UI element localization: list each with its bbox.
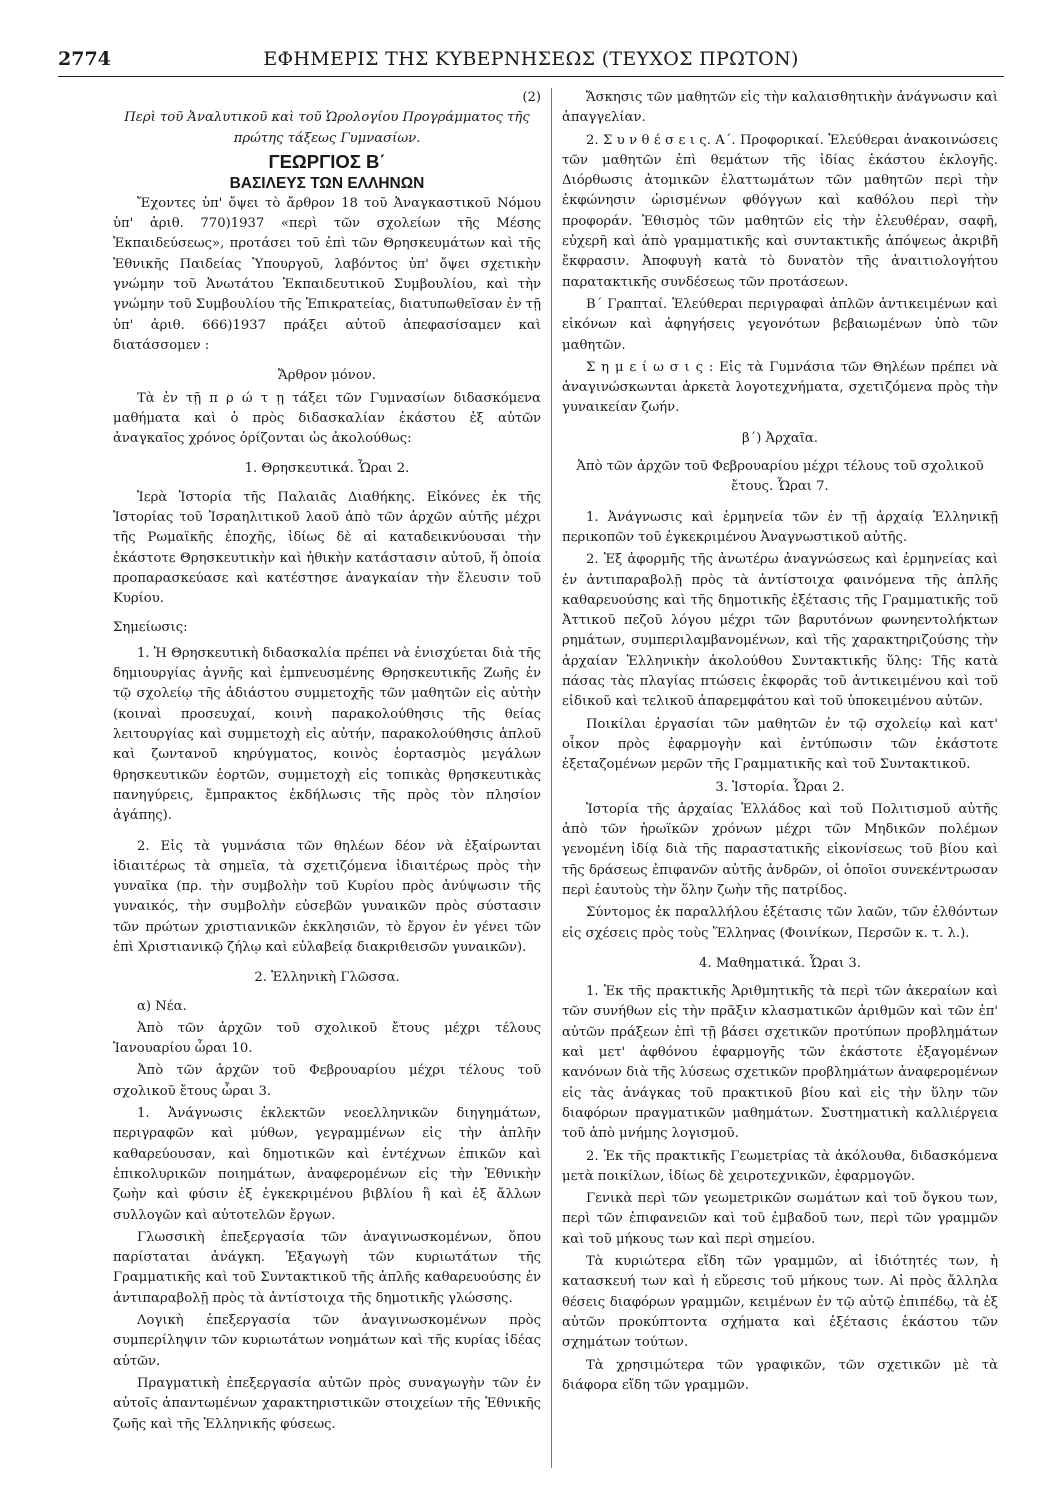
section-religion-heading: 1. Θρησκευτικά. Ὧραι 2. bbox=[244, 461, 410, 477]
modern-greek-logic-work: Λογικὴ ἐπεξεργασία τῶν ἀναγινωσκομένων πρὸς συμπερίληψιν τῶν κυριωτάτων νοημάτων καὶ τῆς κυρίας ἰδέας αὐτῶν. bbox=[113, 1313, 541, 1369]
section-math-heading: 4. Μαθηματικά. Ὧραι 3. bbox=[699, 955, 861, 971]
math-geometry-bodies: Γενικὰ περὶ τῶν γεωμετρικῶν σωμάτων καὶ τοῦ ὄγκου των, περὶ τῶν ἐπιφανειῶν καὶ τοῦ ἐμβαδοῦ των, περὶ τῶν γραμμῶν καὶ τοῦ μήκους των καὶ περὶ σημείου. bbox=[562, 1191, 998, 1247]
right-column bbox=[562, 88, 998, 1398]
compositions-oral: 2. Σ υ ν θ έ σ ε ι ς. Α΄. Προφορικαί. Ἐλεύθεραι ἀνακοινώσεις τῶν μαθητῶν ἐπὶ θεμάτων τῆς ἰδίας ἑκάστου ἐκλογῆς. Διόρθωσις ἀτομικῶν ἐλαττωμάτων τῶν μαθητῶν περὶ τὴν ἐκφώνησιν ὡρισμένων φθόγγων καὶ καθόλου περὶ τὴν προφοράν. Ἐθισμὸς τῶν μαθητῶν εἰς τὴν ἐλευθέραν, σαφῆ, εὐχερῆ καὶ ἀπὸ γραμματικῆς καὶ συντακτικῆς ἀπόψεως ἀκριβῆ ἔκφρασιν. Ἀποφυγὴ κατὰ τὸ δυνατὸν τῆς ἀναιτιολογήτου παρατακτικῆς συνδέσεως τῶν προτάσεων. bbox=[562, 132, 998, 290]
modern-greek-hours-1: Ἀπὸ τῶν ἀρχῶν τοῦ σχολικοῦ ἔτους μέχρι τέλους Ἰανουαρίου ὧραι 10. bbox=[113, 1020, 541, 1057]
king-title: ΒΑΣΙΛΕΥΣ ΤΩΝ ΕΛΛΗΝΩΝ bbox=[229, 174, 425, 192]
page-header bbox=[58, 48, 1004, 77]
preamble: Ἔχοντες ὑπ' ὄψει τὸ ἄρθρον 18 τοῦ Ἀναγκαστικοῦ Νόμου ὑπ' ἀριθ. 770)1937 «περὶ τῶν σχολείων τῆς Μέσης Ἐκπαιδεύσεως», προτάσει τοῦ ἐπὶ τῶν Θρησκευμάτων καὶ τῆς Ἐθνικῆς Παιδείας Ὑπουργοῦ, λαβόντος ὑπ' ὄψει σχετικὴν γνώμην τοῦ Ἀνωτάτου Ἐκπαιδευτικοῦ Συμβουλίου, καὶ τὴν γνώμην τοῦ Συμβουλίου τῆς Ἐπικρατείας, διατυπωθεῖσαν ἐν τῇ ὑπ' ἀριθ. 666)1937 πράξει αὐτοῦ ἀπεφασίσαμεν καὶ διατάσσομεν : bbox=[113, 195, 541, 353]
ancient-greek-exercises: Ποικίλαι ἐργασίαι τῶν μαθητῶν ἐν τῷ σχολείῳ καὶ κατ' οἶκον πρὸς ἐφαρμογὴν καὶ ἐντύπωσιν τῶν ἑκάστοτε ἐξεταζομένων μερῶν τῆς Γραμματικῆς καὶ τοῦ Συντακτικοῦ. bbox=[562, 716, 998, 773]
note-1: 1. Ἡ Θρησκευτικὴ διδασκαλία πρέπει νὰ ἐνισχύεται διὰ τῆς δημιουργίας ἁγνῆς καὶ ἐμπνευσμένης Θρησκευτικῆς Ζωῆς ἐν τῷ σχολείῳ τῆς ἀδιάστου συμμετοχῆς τῶν μαθητῶν εἰς αὐτὴν (κοιναὶ προσευχαί, κοινὴ παρακολούθησις τῆς θείας λειτουργίας καὶ συμμετοχὴ εἰς αὐτήν, παρακολούθησις ἁπλοῦ καὶ ζωντανοῦ κηρύγματος, κοινὸς ἑορτασμὸς μεγάλων θρησκευτικῶν ἑορτῶν, συμμετοχὴ εἰς τοπικὰς θρησκευτικὰς πανηγύρεις, ἔμπρακτος ἐκδήλωσις τῆς πρὸς τὸν πλησίον ἀγάπης). bbox=[113, 645, 541, 824]
decree-number: (2) bbox=[522, 90, 541, 105]
modern-greek-heading: α) Νέα. bbox=[137, 998, 187, 1014]
ancient-greek-item-2: 2. Ἐξ ἀφορμῆς τῆς ἀνωτέρω ἀναγνώσεως καὶ ἑρμηνείας καὶ ἐν ἀντιπαραβολῇ πρὸς τὰ ἀντίστοιχα φαινόμενα τῆς ἁπλῆς καθαρευούσης καὶ τῆς δημοτικῆς ἐξέτασις τῆς Γραμματικῆς τοῦ Ἀττικοῦ πεζοῦ λόγου μέχρι τῶν βαρυτόνων φωνηεντολήκτων ρημάτων, συμπεριλαμβανομένων, καὶ τῆς χαρακτηριζούσης τὴν ἀρχαίαν Ἑλληνικὴν ἀκολούθου Συντακτικῆς ὕλης: Τῆς κατὰ πάσας τὰς πλαγίας πτώσεις ἐκφορᾶς τοῦ ἀντικειμένου καὶ τοῦ εἰδικοῦ καὶ τελικοῦ ἀπαρεμφάτου καὶ τοῦ ὑποκειμένου αὐτῶν. bbox=[562, 552, 998, 710]
decree-title: Περὶ τοῦ Ἀναλυτικοῦ καὶ τοῦ Ὡρολογίου Προγράμματος τῆς πρώτης τάξεως Γυμνασίων. bbox=[124, 110, 530, 146]
page-number: 2774 bbox=[58, 48, 111, 70]
compositions-note: Σ η μ ε ί ω σ ι ς : Εἰς τὰ Γυμνάσια τῶν Θηλέων πρέπει νὰ ἀναγινώσκωνται ἀρκετὰ λογοτεχνήματα, σχετιζόμενα πρὸς τὴν γυναικείαν ζωήν. bbox=[562, 359, 998, 416]
math-geometry-lines: Τὰ κυριώτερα εἴδη τῶν γραμμῶν, αἱ ἰδιότητές των, ἡ κατασκευή των καὶ ἡ εὕρεσις τοῦ μήκους των. Αἱ πρὸς ἄλληλα θέσεις διαφόρων γραμμῶν, κειμένων ἐν τῷ αὐτῷ ἐπιπέδῳ, τὰ ἐξ αὐτῶν προκύπτοντα σχήματα καὶ ἐξέτασις ἑκάστου τῶν σχημάτων τούτων. bbox=[562, 1254, 998, 1351]
note-2: 2. Εἰς τὰ γυμνάσια τῶν θηλέων δέον νὰ ἐξαίρωνται ἰδιαιτέρως τὰ σημεῖα, τὰ σχετιζόμενα ἰδιαιτέρως πρὸς τὴν γυναῖκα (πρ. τὴν συμβολὴν τοῦ Κυρίου πρὸς ἀνύψωσιν τῆς γυναικός, τὴν συμβολὴν εὐσεβῶν γυναικῶν πρὸς σύστασιν τῶν πρώτων χριστιανικῶν ἐκκλησιῶν, τὸ ἔργον ἐν γένει τῶν ἐπὶ Χριστιανικῷ ζήλῳ καὶ εὐλαβείᾳ διακριθεισῶν γυναικῶν). bbox=[113, 838, 541, 955]
modern-greek-hours-2: Ἀπὸ τῶν ἀρχῶν τοῦ Φεβρουαρίου μέχρι τέλους τοῦ σχολικοῦ ἔτους ὧραι 3. bbox=[113, 1063, 541, 1099]
modern-greek-content-work: Πραγματικὴ ἐπεξεργασία αὐτῶν πρὸς συναγωγὴν τῶν ἐν αὐτοῖς ἀπαντωμένων χαρακτηριστικῶν στοιχείων τῆς Ἐθνικῆς ζωῆς καὶ τῆς Ἑλληνικῆς φύσεως. bbox=[113, 1375, 541, 1432]
gazette-title: ΕΦΗΜΕΡΙΣ ΤΗΣ ΚΥΒΕΡΝΗΣΕΩΣ (ΤΕΥΧΟΣ ΠΡΩΤΟΝ) bbox=[263, 48, 799, 70]
history-text-2: Σύντομος ἐκ παραλλήλου ἐξέτασις τῶν λαῶν, τῶν ἐλθόντων εἰς σχέσεις πρὸς τοὺς Ἕλληνας (Φοινίκων, Περσῶν κ. τ. λ.). bbox=[562, 905, 998, 941]
king-name: ΓΕΩΡΓΙΟΣ Β΄ bbox=[268, 150, 386, 172]
religion-text: Ἱερὰ Ἱστορία τῆς Παλαιᾶς Διαθήκης. Εἰκόνες ἐκ τῆς Ἱστορίας τοῦ Ἰσραηλιτικοῦ λαοῦ ἀπὸ τῶν ἀρχῶν αὐτῆς μέχρι τῆς Ρωμαϊκῆς ἐποχῆς, ἰδίως δὲ αἱ καταδεικνύουσαι τὴν ἑκάστοτε Θρησκευτικὴν καὶ ἠθικὴν κατάστασιν αὐτοῦ, ἥ ὁποία προπαρασκεύασε καὶ κατέστησε ἀναγκαίαν τὴν ἔλευσιν τοῦ Κυρίου. bbox=[113, 489, 541, 607]
math-arithmetic: 1. Ἐκ τῆς πρακτικῆς Ἀριθμητικῆς τὰ περὶ τῶν ἀκεραίων καὶ τῶν συνήθων εἰς τὴν πρᾶξιν κλασματικῶν ἀριθμῶν καὶ τῶν ἐπ' αὐτῶν πράξεων ἐπὶ τῇ βάσει σχετικῶν προτύπων προβλημάτων καὶ μετ' ἀφθόνου ἐφαρμογῆς τῶν ἑκάστοτε ἐξαγομένων κανόνων διὰ τῆς λύσεως σχετικῶν προβλημάτων ἀναφερομένων εἰς τὰς ἀνάγκας τοῦ πρακτικοῦ βίου καὶ εἰς τὴν ὕλην τῶν διαφόρων πραγματικῶν μαθημάτων. Συστηματικὴ καλλιέργεια τοῦ ἀπὸ μνήμης λογισμοῦ. bbox=[562, 984, 998, 1142]
compositions-written: Β΄ Γραπταί. Ἐλεύθεραι περιγραφαὶ ἁπλῶν ἀντικειμένων καὶ εἰκόνων καὶ ἀφηγήσεις γεγονότων βεβαιωμένων ὑπὸ τῶν μαθητῶν. bbox=[562, 296, 998, 353]
ancient-greek-heading: β΄) Ἀρχαῖα. bbox=[742, 430, 818, 446]
left-column bbox=[113, 88, 541, 1437]
ancient-greek-item-1: 1. Ἀνάγνωσις καὶ ἑρμηνεία τῶν ἐν τῇ ἀρχαίᾳ Ἑλληνικῇ περικοπῶν τοῦ ἐγκεκριμένου Ἀναγνωστικοῦ αὐτῆς. bbox=[562, 509, 998, 545]
section-history-heading: 3. Ἱστορία. Ὧραι 2. bbox=[715, 779, 845, 795]
ancient-greek-hours: Ἀπὸ τῶν ἀρχῶν τοῦ Φεβρουαρίου μέχρι τέλους τοῦ σχολικοῦ ἔτους. Ὧραι 7. bbox=[576, 459, 984, 495]
intro-paragraph: Τὰ ἐν τῇ π ρ ώ τ ῃ τάξει τῶν Γυμνασίων διδασκόμενα μαθήματα καὶ ὁ πρὸς διδασκαλίαν ἑκάστου ἐξ αὐτῶν ἀναγκαῖος χρόνος ὁρίζονται ὡς ἀκολούθως: bbox=[113, 390, 541, 447]
column-divider bbox=[551, 88, 552, 1468]
math-geometry-graphics: Τὰ χρησιμώτερα τῶν γραφικῶν, τῶν σχετικῶν μὲ τὰ διάφορα εἴδη τῶν γραμμῶν. bbox=[562, 1357, 998, 1393]
modern-greek-reading: 1. Ἀνάγνωσις ἐκλεκτῶν νεοελληνικῶν διηγημάτων, περιγραφῶν καὶ μύθων, γεγραμμένων εἰς τὴν ἁπλῆν καθαρεύουσαν, καὶ δημοτικῶν καὶ ἐντέχνων ἐπικῶν καὶ ἐπικολυρικῶν ποιημάτων, ἀναφερομένων εἰς τὴν Ἐθνικὴν ζωὴν καὶ φύσιν ἐξ ἐγκεκριμένου βιβλίου ἢ καὶ ἐξ ἄλλων συλλογῶν καὶ αὐτοτελῶν ἔργων. bbox=[113, 1106, 541, 1223]
notes-heading: Σημείωσις: bbox=[113, 619, 188, 635]
article-heading: Ἄρθρον μόνον. bbox=[278, 368, 376, 384]
math-geometry: 2. Ἐκ τῆς πρακτικῆς Γεωμετρίας τὰ ἀκόλουθα, διδασκόμενα μετὰ ποικίλων, ἰδίως δὲ χειροτεχνικῶν, ἐφαρμογῶν. bbox=[562, 1148, 998, 1184]
recitation-paragraph: Ἄσκησις τῶν μαθητῶν εἰς τὴν καλαισθητικὴν ἀνάγνωσιν καὶ ἀπαγγελίαν. bbox=[562, 90, 998, 126]
section-greek-heading: 2. Ἑλληνικὴ Γλῶσσα. bbox=[254, 970, 400, 986]
modern-greek-language-work: Γλωσσικὴ ἐπεξεργασία τῶν ἀναγινωσκομένων, ὅπου παρίσταται ἀνάγκη. Ἐξαγωγὴ τῶν κυριωτάτων τῆς Γραμματικῆς καὶ τοῦ Συντακτικοῦ τῆς ἁπλῆς καθαρευούσης ἐν ἀντιπαραβολῇ πρὸς τὰ ἀντίστοιχα τῆς δημοτικῆς γλώσσης. bbox=[113, 1229, 541, 1306]
history-text-1: Ἱστορία τῆς ἀρχαίας Ἑλλάδος καὶ τοῦ Πολιτισμοῦ αὐτῆς ἀπὸ τῶν ἡρωϊκῶν χρόνων μέχρι τῶν Μηδικῶν πολέμων γενομένη ἰδίᾳ διὰ τῆς παραστατικῆς εἰκονίσεως τοῦ βίου καὶ τῆς δράσεως ἐπιφανῶν αὐτῆς ἀνδρῶν, οἱ ὁποῖοι συνεκέντρωσαν περὶ ἑαυτοὺς τὴν ὅλην ζωὴν τῆς πατρίδος. bbox=[562, 801, 998, 898]
